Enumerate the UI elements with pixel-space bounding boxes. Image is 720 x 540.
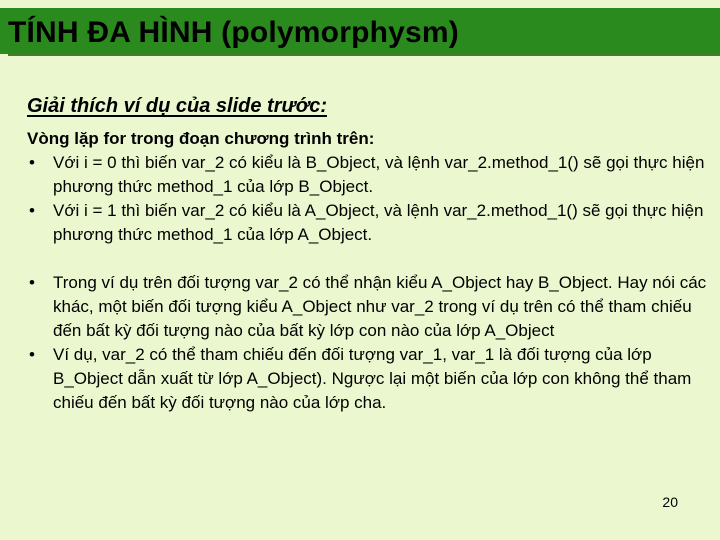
title-bar — [0, 8, 720, 54]
section-heading: Vòng lặp for trong đoạn chương trình trên: — [27, 129, 375, 148]
bullet-item — [27, 199, 707, 247]
bullet-icon: • — [29, 153, 35, 172]
bullet-text: Với i = 0 thì biến var_2 có kiểu là B_Object, và lệnh var_2.method_1() sẽ gọi thực hiện phương thức method_1 của lớp B_Object. — [53, 153, 705, 196]
bullet-text: Trong ví dụ trên đối tượng var_2 có thể nhận kiểu A_Object hay B_Object. Hay nói các khác, một biến đối tượng kiểu A_Object như var_2 trong ví dụ trên có thể tham chiếu đến bất kỳ đối tượng nào của bất kỳ lớp con nào của lớp A_Object — [53, 273, 707, 340]
slide-subtitle: Giải thích ví dụ của slide trước: — [27, 95, 327, 117]
bullet-icon: • — [29, 345, 35, 364]
bullet-text: Với i = 1 thì biến var_2 có kiểu là A_Object, và lệnh var_2.method_1() sẽ gọi thực hiện phương thức method_1 của lớp A_Object. — [53, 201, 704, 244]
bullet-item — [27, 151, 707, 199]
page-number: 20 — [662, 494, 678, 510]
bullet-text: Ví dụ, var_2 có thể tham chiếu đến đối tượng var_1, var_1 là đối tượng của lớp B_Object dẫn xuất từ lớp A_Object). Ngược lại một biến của lớp con không thể tham chiếu đến bất kỳ đối tượng nào của lớp cha. — [53, 345, 692, 412]
spacer — [27, 247, 707, 271]
bullet-item — [27, 343, 707, 415]
bullet-icon: • — [29, 273, 35, 292]
bullet-icon: • — [29, 201, 35, 220]
slide-title: TÍNH ĐA HÌNH (polymorphysm) — [8, 16, 459, 49]
slide-body — [27, 127, 707, 415]
bullet-item — [27, 271, 707, 343]
title-divider — [8, 54, 720, 56]
